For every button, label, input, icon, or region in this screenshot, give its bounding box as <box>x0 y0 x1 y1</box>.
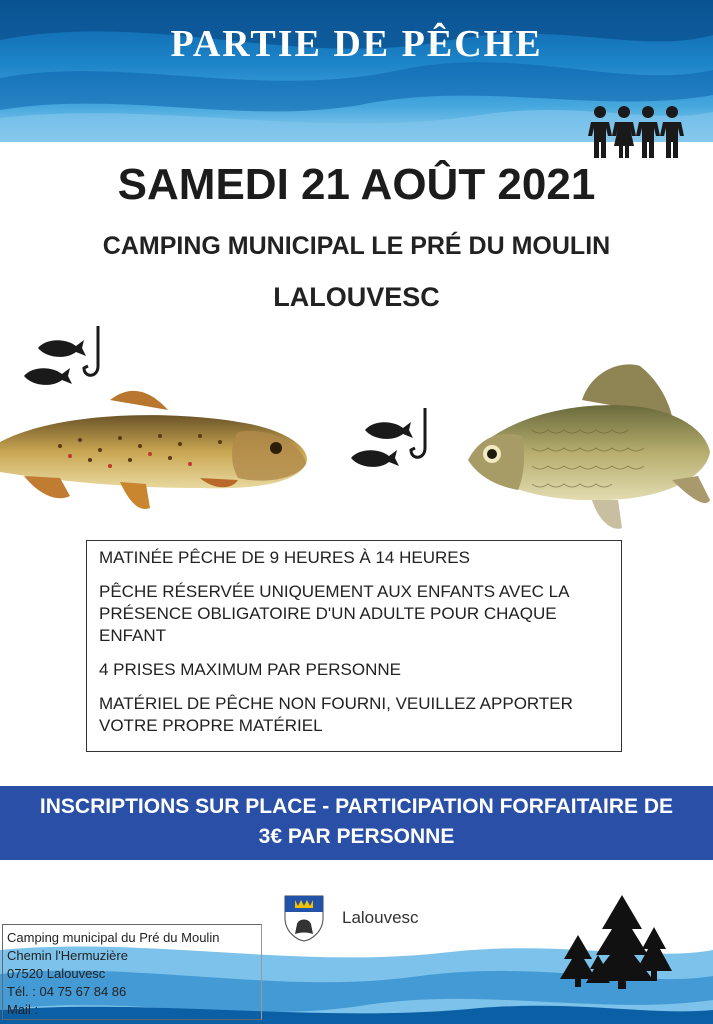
banner-line-2: 3€ PAR PERSONNE <box>258 825 455 848</box>
event-town: LALOUVESC <box>273 282 440 312</box>
registration-banner <box>0 786 713 860</box>
contact-street: Chemin l'Hermuzière <box>7 948 128 963</box>
fish-hook-icon <box>22 322 108 386</box>
fish-hook-icon <box>349 404 435 468</box>
event-date: SAMEDI 21 AOÛT 2021 <box>117 160 596 209</box>
town-logo-label: Lalouvesc <box>342 908 419 927</box>
carp-illustration <box>462 360 712 530</box>
trees-icon <box>558 893 678 989</box>
info-line: PÊCHE RÉSERVÉE UNIQUEMENT AUX ENFANTS AVEC LA PRÉSENCE OBLIGATOIRE D'UN ADULTE POUR CHAQUE ENFANT <box>99 582 569 645</box>
lalouvesc-crest-icon <box>281 894 327 942</box>
info-line: 4 PRISES MAXIMUM PAR PERSONNE <box>99 660 401 679</box>
info-line: MATINÉE PÊCHE DE 9 HEURES À 14 HEURES <box>99 548 470 567</box>
trout-illustration <box>0 380 320 520</box>
contact-phone: Tél. : 04 75 67 84 86 <box>7 984 127 999</box>
contact-city: 07520 Lalouvesc <box>7 966 106 981</box>
contact-block <box>2 924 262 1020</box>
page-title: PARTIE DE PÊCHE <box>170 23 543 65</box>
family-icon <box>588 104 688 164</box>
contact-name: Camping municipal du Pré du Moulin <box>7 930 220 945</box>
info-line: MATÉRIEL DE PÊCHE NON FOURNI, VEUILLEZ APPORTER VOTRE PROPRE MATÉRIEL <box>99 694 573 735</box>
info-box <box>86 540 622 752</box>
banner-line-1: INSCRIPTIONS SUR PLACE - PARTICIPATION FORFAITAIRE DE <box>39 795 674 818</box>
event-venue: CAMPING MUNICIPAL LE PRÉ DU MOULIN <box>102 232 611 260</box>
contact-mail: Mail : <box>7 1002 39 1017</box>
